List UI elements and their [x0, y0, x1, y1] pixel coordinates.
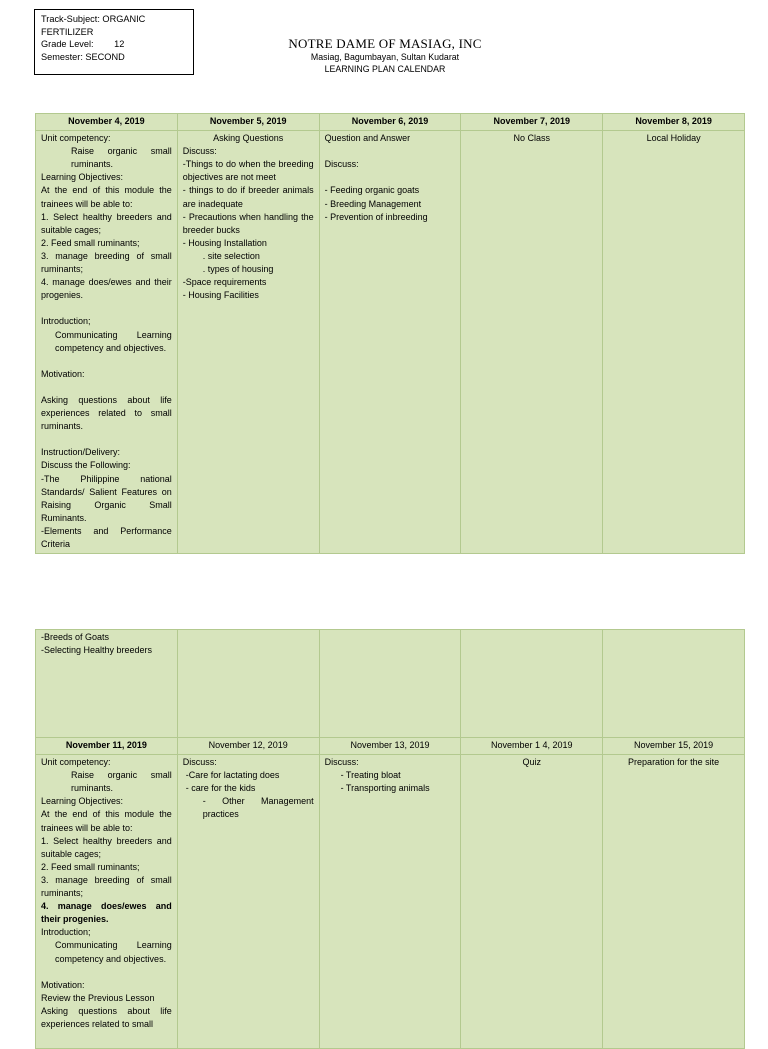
holiday-note: Local Holiday [646, 133, 701, 144]
discuss-item: - Feeding organic goats [324, 185, 420, 196]
discuss-item: - Housing Installation [182, 237, 267, 248]
motivation-label: Motivation: [41, 368, 85, 379]
motivation-text: Asking questions about life experiences related to small ruminants. [41, 394, 172, 432]
objective-item: 3. manage breeding of small ruminants; [41, 250, 172, 275]
site-preparation-note: Preparation for the site [628, 757, 720, 768]
objectives-intro: At the end of this module the trainees will be able to: [41, 185, 172, 209]
discuss-label: Discuss: [324, 757, 359, 768]
lesson-cell-nov14 [461, 755, 603, 1049]
date-header: November 15, 2019 [603, 738, 745, 755]
introduction-text: Communicating Learning competency and objectives. [55, 940, 172, 964]
motivation-label: Motivation: [41, 979, 85, 990]
discuss-item: - Treating bloat [340, 770, 401, 781]
activity-title: Question and Answer [324, 133, 411, 144]
date-header: November 6, 2019 [319, 114, 461, 131]
week2-date-row [36, 738, 745, 755]
discuss-item: - things to do if breeder animals are inadequate [182, 185, 314, 209]
course-info-box [34, 9, 194, 75]
objective-item: 2. Feed small ruminants; [41, 237, 140, 248]
objective-item: 1. Select healthy breeders and suitable cages; [41, 211, 172, 235]
discuss-item: -Things to do when the breeding objectives are not meet [182, 159, 314, 183]
lesson-cell-nov11 [36, 755, 178, 1049]
date-header: November 7, 2019 [461, 114, 603, 131]
discuss-item: - Precautions when handling the breeder bucks [182, 211, 314, 235]
objective-item: 1. Select healthy breeders and suitable cages; [41, 835, 172, 859]
objective-item: 3. manage breeding of small ruminants; [41, 874, 172, 899]
discuss-subitem: . site selection [202, 250, 260, 261]
week1-date-row [36, 114, 745, 131]
introduction-label: Introduction; [41, 927, 91, 938]
date-header: November 1 4, 2019 [461, 738, 603, 755]
discuss-item: - Prevention of inbreeding [324, 211, 428, 222]
continuation-cell [319, 630, 461, 738]
school-heading [200, 36, 570, 75]
discuss-item: - Breeding Management [324, 198, 422, 209]
lesson-cell-nov13 [319, 755, 461, 1049]
lesson-cell-nov15 [603, 755, 745, 1049]
grade-level-label: Grade Level: [41, 39, 94, 49]
lesson-cell-nov6 [319, 131, 461, 554]
school-name: NOTRE DAME OF MASIAG, INC [288, 36, 482, 51]
discuss-item: - Transporting animals [340, 783, 430, 794]
activity-title: Asking Questions [213, 133, 284, 144]
continuation-cell [461, 630, 603, 738]
lesson-cell-nov4 [36, 131, 178, 554]
date-header: November 4, 2019 [36, 114, 178, 131]
week2-table [35, 629, 745, 1049]
no-class-note: No Class [513, 133, 551, 144]
objectives-label: Learning Objectives: [41, 172, 124, 183]
motivation-text: Review the Previous Lesson [41, 992, 155, 1003]
week2-content-row [36, 755, 745, 1049]
semester: Semester: SECOND [41, 51, 125, 62]
motivation-text: Asking questions about life experiences related to small [41, 1005, 172, 1029]
continuation-row [36, 630, 745, 738]
school-address: Masiag, Bagumbayan, Sultan Kudarat [310, 52, 460, 62]
objective-item: 4. manage does/ewes and their progenies. [41, 901, 172, 925]
objectives-label: Learning Objectives: [41, 796, 124, 807]
discuss-item: - Other Management practices [202, 796, 314, 820]
lesson-cell-nov12 [177, 755, 319, 1049]
date-header: November 12, 2019 [177, 738, 319, 755]
unit-competency-text: Raise organic small ruminants. [71, 146, 172, 170]
discuss-item: -Care for lactating does [185, 770, 280, 781]
date-header: November 5, 2019 [177, 114, 319, 131]
track-subject: Track-Subject: ORGANIC FERTILIZER [41, 14, 146, 37]
discuss-item: -Space requirements [182, 277, 267, 288]
instruction-label: Instruction/Delivery: [41, 447, 121, 458]
instruction-item: -Breeds of Goats [41, 632, 110, 642]
instruction-item: -Selecting Healthy breeders [41, 645, 153, 656]
quiz-note: Quiz [522, 757, 542, 768]
unit-competency-label: Unit competency: [41, 757, 111, 768]
objective-item: 2. Feed small ruminants; [41, 861, 140, 872]
grade-level-value: 12 [114, 39, 125, 49]
date-header: November 11, 2019 [36, 738, 178, 755]
date-header: November 13, 2019 [319, 738, 461, 755]
discuss-label: Discuss: [182, 146, 217, 157]
unit-competency-label: Unit competency: [41, 133, 111, 144]
discuss-label: Discuss: [182, 757, 217, 768]
continuation-cell [177, 630, 319, 738]
discuss-label: Discuss: [324, 159, 359, 170]
instruction-text: Discuss the Following: [41, 460, 131, 471]
discuss-item: - Housing Facilities [182, 290, 259, 301]
week1-content-row [36, 131, 745, 554]
continuation-cell [36, 630, 178, 738]
lesson-cell-nov8 [603, 131, 745, 554]
unit-competency-text: Raise organic small ruminants. [71, 770, 172, 794]
instruction-item: -The Philippine national Standards/ Salient Features on Raising Organic Small Ruminants. [41, 473, 172, 523]
discuss-item: - care for the kids [185, 783, 256, 794]
objective-item: 4. manage does/ewes and their progenies. [41, 277, 172, 301]
discuss-subitem: . types of housing [202, 264, 274, 275]
week1-table [35, 113, 745, 554]
document-subtitle: LEARNING PLAN CALENDAR [324, 64, 446, 74]
instruction-item: -Elements and Performance Criteria [41, 525, 172, 549]
date-header: November 8, 2019 [603, 114, 745, 131]
lesson-cell-nov5 [177, 131, 319, 554]
introduction-text: Communicating Learning competency and objectives. [55, 329, 172, 353]
lesson-cell-nov7 [461, 131, 603, 554]
continuation-cell [603, 630, 745, 738]
grade-level [41, 38, 187, 51]
introduction-label: Introduction; [41, 316, 91, 327]
objectives-intro: At the end of this module the trainees will be able to: [41, 809, 172, 833]
